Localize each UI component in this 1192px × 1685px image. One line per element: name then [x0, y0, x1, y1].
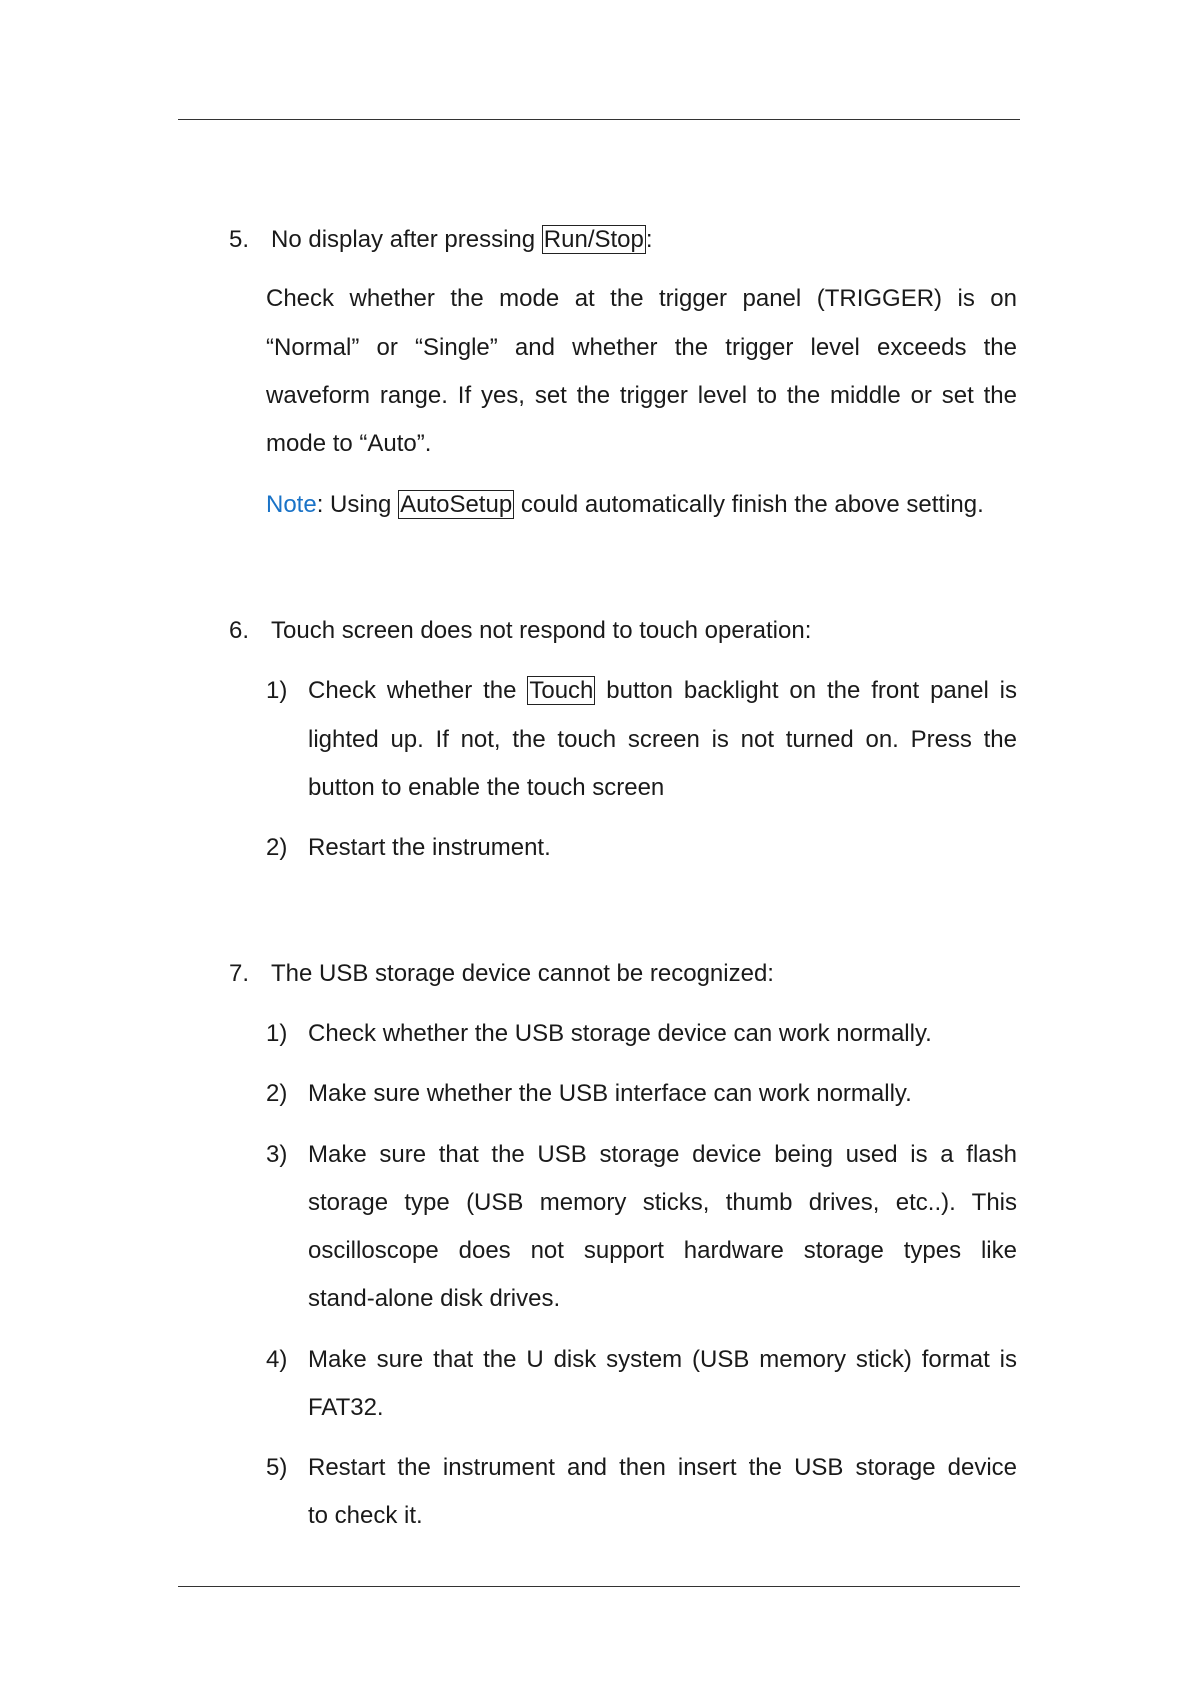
item-6-sub-1-line-3: button to enable the touch screen — [308, 774, 665, 801]
item-6-sub-1-post: button backlight on the front panel is — [595, 677, 1018, 704]
item-7-heading: The USB storage device cannot be recognized: — [271, 960, 774, 987]
header-rule — [178, 119, 1020, 120]
item-7-sub-2: Make sure whether the USB interface can work normally. — [308, 1080, 912, 1107]
item-7-sub-5-line-1: Restart the instrument and then insert the USB storage device — [308, 1454, 1017, 1481]
touch-key: Touch — [529, 677, 594, 704]
item-6-sub-1-number: 1) — [266, 677, 288, 704]
item-7-sub-4-line-1: Make sure that the U disk system (USB memory stick) format is — [308, 1346, 1017, 1373]
item-5-para-line-2: “Normal” or “Single” and whether the trigger level exceeds the — [266, 334, 1017, 361]
footer-rule — [178, 1586, 1020, 1587]
item-6-number: 6. — [229, 617, 250, 644]
item-5-para-line-3: waveform range. If yes, set the trigger level to the middle or set the — [266, 382, 1017, 409]
item-7-number: 7. — [229, 960, 250, 987]
item-7-sub-3-line-4: stand-alone disk drives. — [308, 1285, 561, 1312]
item-7-sub-1-number: 1) — [266, 1020, 288, 1047]
item-7-sub-5-line-2: to check it. — [308, 1502, 423, 1529]
item-7-sub-5-number: 5) — [266, 1454, 288, 1481]
item-6-sub-2-number: 2) — [266, 834, 288, 861]
item-5-para-line-4: mode to “Auto”. — [266, 430, 432, 457]
item-5-heading-colon: : — [645, 226, 653, 253]
note-label: Note — [266, 491, 317, 518]
item-7-sub-2-number: 2) — [266, 1080, 288, 1107]
item-6-heading: Touch screen does not respond to touch operation: — [271, 617, 812, 644]
item-7-sub-3-line-2: storage type (USB memory sticks, thumb drives, etc..). This — [308, 1189, 1017, 1216]
item-5-heading — [271, 224, 653, 256]
item-6-sub-1-pre: Check whether the — [308, 677, 528, 704]
item-5-note — [266, 489, 984, 521]
autosetup-key: AutoSetup — [400, 491, 513, 518]
item-6-sub-1-line-1 — [308, 675, 1017, 707]
item-5-heading-text: No display after pressing — [271, 226, 542, 253]
item-7-sub-4-line-2: FAT32. — [308, 1394, 384, 1421]
item-7-sub-3-line-1: Make sure that the USB storage device being used is a flash — [308, 1141, 1017, 1168]
item-6-sub-1-line-2: lighted up. If not, the touch screen is not turned on. Press the — [308, 726, 1017, 753]
item-7-sub-3-number: 3) — [266, 1141, 288, 1168]
run-stop-key: Run/Stop — [543, 226, 644, 253]
item-7-sub-3-line-3: oscilloscope does not support hardware storage types like — [308, 1237, 1017, 1264]
item-7-sub-4-number: 4) — [266, 1346, 288, 1373]
item-7-sub-1: Check whether the USB storage device can work normally. — [308, 1020, 932, 1047]
note-text-pre: : Using — [316, 491, 399, 518]
item-5-number: 5. — [229, 226, 250, 253]
item-5-para-line-1: Check whether the mode at the trigger panel (TRIGGER) is on — [266, 285, 1017, 312]
item-6-sub-2: Restart the instrument. — [308, 834, 551, 861]
note-text-post: could automatically finish the above setting. — [514, 491, 984, 518]
